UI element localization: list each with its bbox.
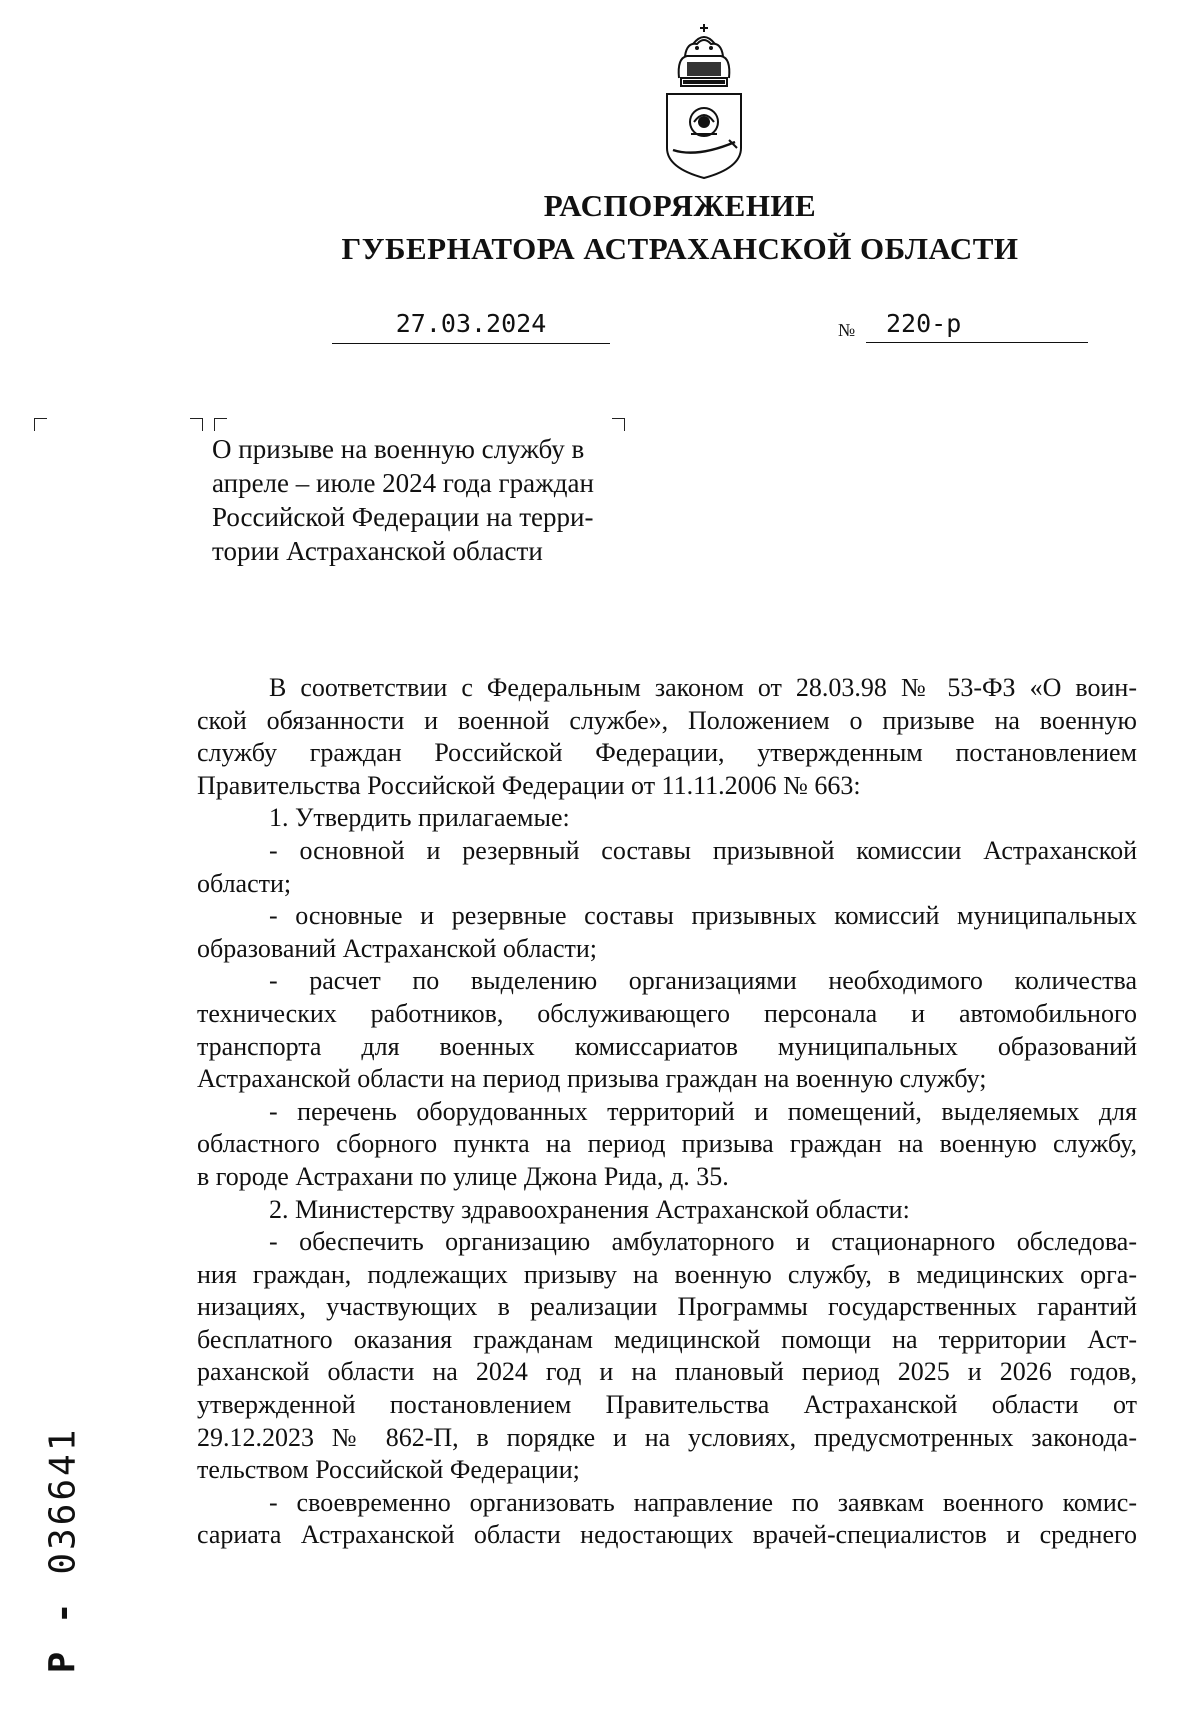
corner-mark-subject-right (612, 418, 625, 431)
corner-mark-subject-left-1 (190, 418, 203, 431)
body-line: областного сборного пункта на период призыва граждан на военную службу, (197, 1129, 1137, 1159)
body-line: образований Астраханской области; (197, 933, 598, 963)
serial-digits: 036641 (42, 1426, 84, 1575)
body-line: тельством Российской Федерации; (197, 1455, 580, 1485)
serial-prefix: Р - (42, 1599, 84, 1674)
body-line: - основной и резервный составы призывной комиссии Астраханской (269, 835, 1137, 865)
body-line: 29.12.2023 № 862-П, в порядке и на условиях, предусмотренных законода- (197, 1422, 1137, 1452)
subject-line: апреле – июле 2024 года граждан (212, 468, 594, 498)
subject-line: О призыве на военную службу в (212, 434, 585, 464)
body-line: транспорта для военных комиссариатов муниципальных образований (197, 1031, 1137, 1061)
body-line: - своевременно организовать направление по заявкам военного комис- (269, 1487, 1137, 1517)
document-title: РАСПОРЯЖЕНИЕ (543, 188, 817, 223)
subject-block (212, 432, 632, 568)
body-line: низациях, участвующих в реализации Программы государственных гарантий (197, 1292, 1137, 1322)
number-label: № (838, 320, 856, 340)
subject-line: Российской Федерации на терри- (212, 502, 594, 532)
body-line: - перечень оборудованных территорий и помещений, выделяемых для (269, 1096, 1137, 1126)
form-serial-number (43, 1427, 84, 1674)
body-line: сариата Астраханской области недостающих врачей-специалистов и среднего (197, 1520, 1137, 1550)
body-line: в городе Астрахани по улице Джона Рида, д. 35. (197, 1161, 729, 1191)
body-line: ния граждан, подлежащих призыву на военную службу, в медицинских орга- (197, 1259, 1137, 1289)
body-line: ской обязанности и военной службе», Положением о призыве на военную (197, 705, 1137, 735)
body-line: утвержденной постановлением Правительства Астраханской области от (197, 1390, 1137, 1420)
document-number: 220-р (866, 309, 1088, 343)
issuing-authority: ГУБЕРНАТОРА АСТРАХАНСКОЙ ОБЛАСТИ (341, 231, 1019, 266)
document-date: 27.03.2024 (332, 309, 610, 344)
body-line: - основные и резервные составы призывных комиссий муниципальных (269, 901, 1137, 931)
body-line: службу граждан Российской Федерации, утвержденным постановлением (197, 738, 1137, 768)
body-line: 2. Министерству здравоохранения Астраханской области: (269, 1194, 910, 1224)
body-line: 1. Утвердить прилагаемые: (269, 803, 570, 833)
document-body (197, 672, 1137, 1552)
corner-mark-subject-left-2 (214, 418, 227, 431)
body-line: В соответствии с Федеральным законом от 28.03.98 № 53-ФЗ «О воин- (269, 673, 1137, 702)
body-line: Правительства Российской Федерации от 11.11.2006 № 663: (197, 770, 861, 800)
body-line: - расчет по выделению организациями необходимого количества (269, 966, 1137, 996)
subject-line: тории Астраханской области (212, 536, 543, 566)
coat-of-arms-emblem (657, 22, 751, 182)
body-line: раханской области на 2024 год и на плановый период 2025 и 2026 годов, (197, 1357, 1137, 1387)
corner-mark-left-margin (34, 418, 47, 431)
body-line: технических работников, обслуживающего персонала и автомобильного (197, 998, 1137, 1028)
body-line: Астраханской области на период призыва граждан на военную службу; (197, 1064, 987, 1094)
body-line: - обеспечить организацию амбулаторного и стационарного обследова- (269, 1227, 1137, 1257)
body-line: бесплатного оказания гражданам медицинской помощи на территории Аст- (197, 1324, 1137, 1354)
body-line: области; (197, 868, 292, 898)
